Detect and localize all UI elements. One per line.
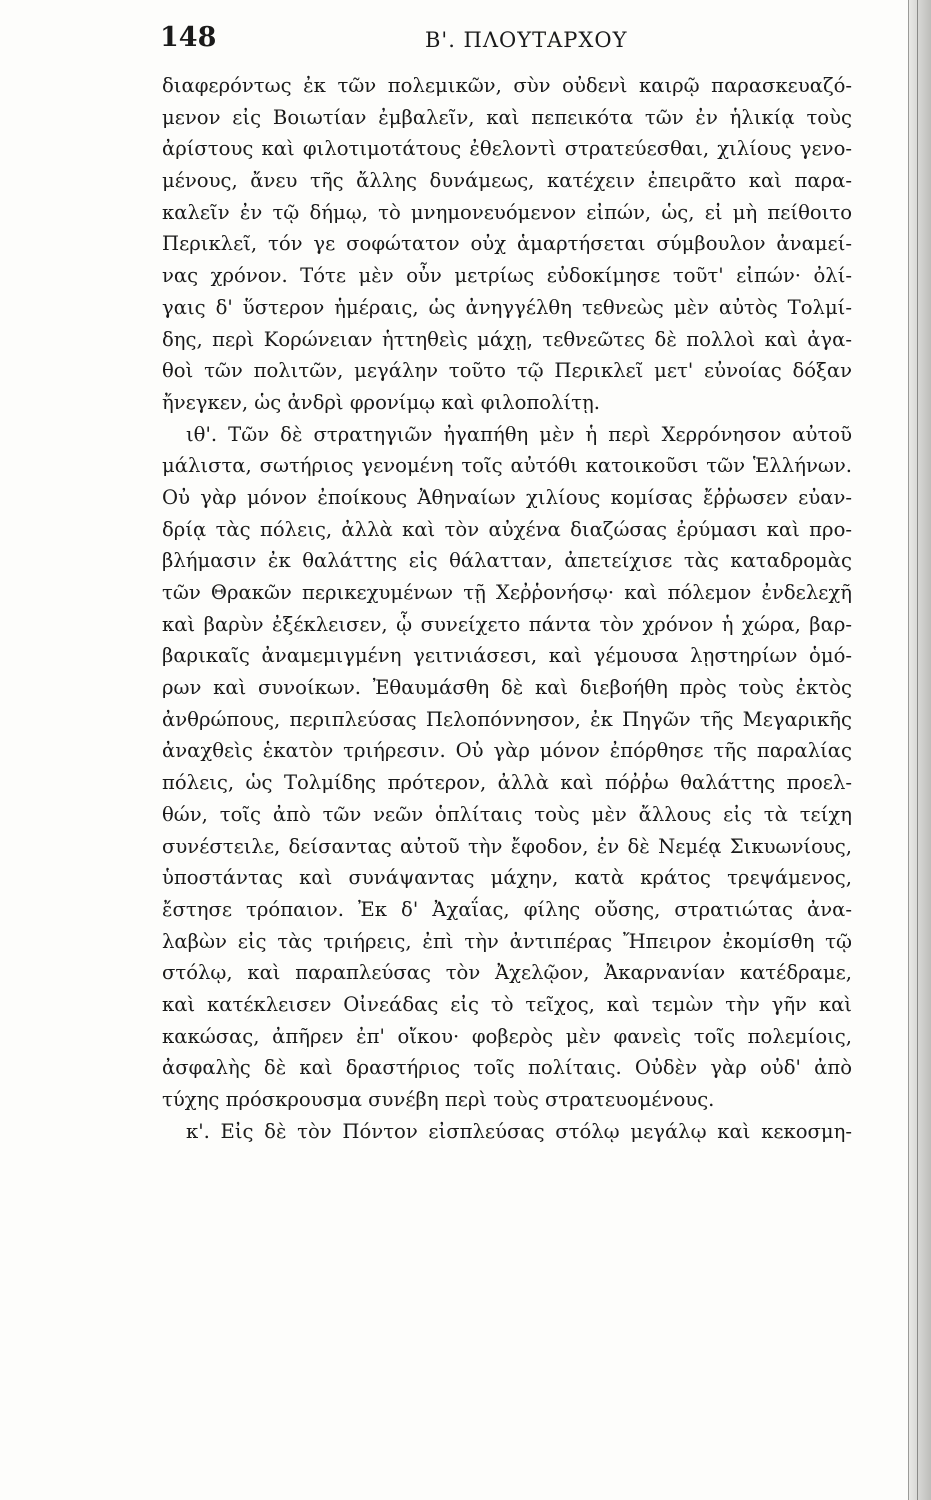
- text-line: ρων καὶ συνοίκων. Ἐθαυμάσθη δὲ καὶ διεβοήθη πρὸς τοὺς ἐκτὸς: [162, 676, 852, 700]
- body-text: [162, 70, 852, 1147]
- text-line: ἀσφαλὴς δὲ καὶ δραστήριος τοῖς πολίταις. Οὐδὲν γὰρ οὐδ' ἀπὸ: [162, 1056, 852, 1080]
- page-edge: [908, 0, 931, 1500]
- text-line: ὑποστάντας καὶ συνάψαντας μάχην, κατὰ κράτος τρεψάμενος,: [162, 866, 852, 890]
- text-line: ἀρίστους καὶ φιλοτιμοτάτους ἐθελοντὶ στρατεύεσθαι, χιλίους γενο-: [162, 137, 852, 161]
- text-line: βλήμασιν ἐκ θαλάττης εἰς θάλατταν, ἀπετείχισε τὰς καταδρομὰς: [162, 549, 852, 573]
- text-line: θοὶ τῶν πολιτῶν, μεγάλην τοῦτο τῷ Περικλεῖ μετ' εὐνοίας δόξαν: [162, 359, 852, 383]
- text-line: κ'. Εἰς δὲ τὸν Πόντον εἰσπλεύσας στόλῳ μεγάλῳ καὶ κεκοσμη-: [186, 1119, 852, 1143]
- text-line: βαρικαῖς ἀναμεμιγμένη γειτνιάσεσι, καὶ γέμουσα λῃστηρίων ὁμό-: [162, 644, 852, 668]
- running-head: Β'. ΠΛΟΥΤΑΡΧΟΥ: [425, 28, 628, 52]
- text-line: δρίᾳ τὰς πόλεις, ἀλλὰ καὶ τὸν αὐχένα διαζώσας ἐρύμασι καὶ προ-: [162, 517, 852, 541]
- text-line: πόλεις, ὡς Τολμίδης πρότερον, ἀλλὰ καὶ πόῤῥω θαλάττης προελ-: [162, 771, 852, 795]
- text-line: νας χρόνον. Τότε μὲν οὖν μετρίως εὐδοκίμησε τοῦτ' εἰπών· ὀλί-: [162, 264, 852, 288]
- text-line: κακώσας, ἀπῆρεν ἐπ' οἴκου· φοβερὸς μὲν φανεὶς τοῖς πολεμίοις,: [162, 1024, 852, 1048]
- text-line: καλεῖν ἐν τῷ δήμῳ, τὸ μνημονευόμενον εἰπών, ὡς, εἰ μὴ πείθοιτο: [162, 200, 852, 224]
- text-line: Περικλεῖ, τόν γε σοφώτατον οὐχ ἁμαρτήσεται σύμβουλον ἀναμεί-: [162, 232, 852, 256]
- text-line: δης, περὶ Κορώνειαν ἡττηθεὶς μάχῃ, τεθνεῶτες δὲ πολλοὶ καὶ ἀγα-: [162, 327, 852, 351]
- text-line: καὶ βαρὺν ἐξέκλεισεν, ᾧ συνείχετο πάντα τὸν χρόνον ἡ χώρα, βαρ-: [162, 612, 852, 636]
- text-line: ἀναχθεὶς ἑκατὸν τριήρεσιν. Οὐ γὰρ μόνον ἐπόρθησε τῆς παραλίας: [162, 739, 852, 763]
- text-line: μάλιστα, σωτήριος γενομένη τοῖς αὐτόθι κατοικοῦσι τῶν Ἑλλήνων.: [162, 454, 852, 478]
- text-line: καὶ κατέκλεισεν Οἰνεάδας εἰς τὸ τεῖχος, καὶ τεμὼν τὴν γῆν καὶ: [162, 992, 852, 1016]
- text-line: διαφερόντως ἐκ τῶν πολεμικῶν, σὺν οὐδενὶ καιρῷ παρασκευαζό-: [162, 74, 852, 97]
- text-line: ἤνεγκεν, ὡς ἀνδρὶ φρονίμῳ καὶ φιλοπολίτῃ.: [162, 390, 600, 414]
- text-line: ἀνθρώπους, περιπλεύσας Πελοπόννησον, ἐκ Πηγῶν τῆς Μεγαρικῆς: [162, 707, 852, 731]
- text-line: μένους, ἄνευ τῆς ἄλλης δυνάμεως, κατέχειν ἐπειρᾶτο καὶ παρα-: [162, 169, 852, 193]
- text-line: γαις δ' ὕστερον ἡμέραις, ὡς ἀνηγγέλθη τεθνεὼς μὲν αὐτὸς Τολμί-: [162, 295, 852, 319]
- text-line: ιθ'. Τῶν δὲ στρατηγιῶν ἠγαπήθη μὲν ἡ περὶ Χερρόνησον αὐτοῦ: [186, 422, 852, 446]
- text-line: στόλῳ, καὶ παραπλεύσας τὸν Ἀχελῷον, Ἀκαρνανίαν κατέδραμε,: [162, 961, 852, 985]
- text-line: λαβὼν εἰς τὰς τριήρεις, ἐπὶ τὴν ἀντιπέρας Ἤπειρον ἐκομίσθη τῷ: [162, 929, 852, 953]
- text-line: μενον εἰς Βοιωτίαν ἐμβαλεῖν, καὶ πεπεικότα τῶν ἐν ἡλικίᾳ τοὺς: [162, 105, 852, 129]
- text-line: τύχης πρόσκρουσμα συνέβη περὶ τοὺς στρατευομένους.: [162, 1088, 715, 1111]
- text-line: συνέστειλε, δείσαντας αὐτοῦ τὴν ἔφοδον, ἐν δὲ Νεμέᾳ Σικυωνίους,: [162, 834, 852, 858]
- page-number: 148: [160, 22, 217, 53]
- text-line: θών, τοῖς ἀπὸ τῶν νεῶν ὁπλίταις τοὺς μὲν ἄλλους εἰς τὰ τείχη: [162, 802, 852, 826]
- text-line: τῶν Θρακῶν περικεχυμένων τῇ Χεῤῥονήσῳ· καὶ πόλεμον ἐνδελεχῆ: [162, 581, 852, 604]
- text-line: Οὐ γὰρ μόνον ἐποίκους Ἀθηναίων χιλίους κομίσας ἔῤῥωσεν εὐαν-: [162, 485, 852, 509]
- text-line: ἔστησε τρόπαιον. Ἐκ δ' Ἀχαΐας, φίλης οὔσης, στρατιώτας ἀνα-: [162, 897, 852, 921]
- page-header: [160, 22, 840, 62]
